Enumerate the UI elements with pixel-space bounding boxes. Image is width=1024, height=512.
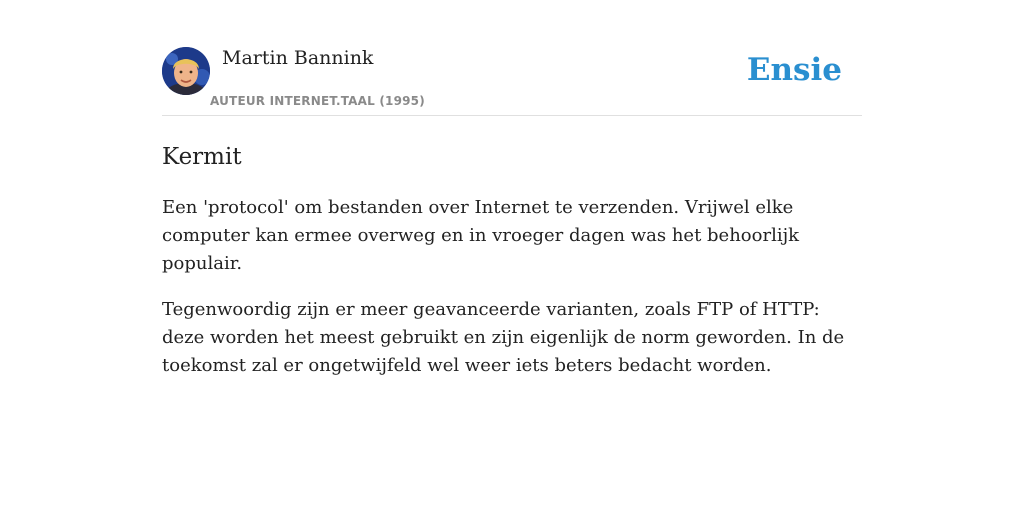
author-avatar[interactable] bbox=[162, 47, 210, 95]
entry-header bbox=[162, 0, 862, 116]
entry-paragraph-1: Een 'protocol' om bestanden over Internet te verzenden. Vrijwel elke computer kan ermee overweg en in vroeger dagen was het behoorlijk populair. bbox=[162, 197, 800, 274]
author-role: AUTEUR INTERNET.TAAL (1995) bbox=[210, 94, 425, 108]
brand-logo-link[interactable]: Ensie bbox=[746, 52, 842, 88]
author-name-link[interactable]: Martin Bannink bbox=[222, 47, 374, 69]
entry-paragraph-2: Tegenwoordig zijn er meer geavanceerde varianten, zoals FTP of HTTP: deze worden het meest gebruikt en zijn eigenlijk de norm geworden. In de toekomst zal er ongetwijfeld wel weer iets beters bedacht worden. bbox=[162, 299, 845, 376]
entry-title: Kermit bbox=[162, 144, 242, 170]
entry-card bbox=[162, 0, 862, 512]
author-photo-icon bbox=[162, 47, 210, 95]
